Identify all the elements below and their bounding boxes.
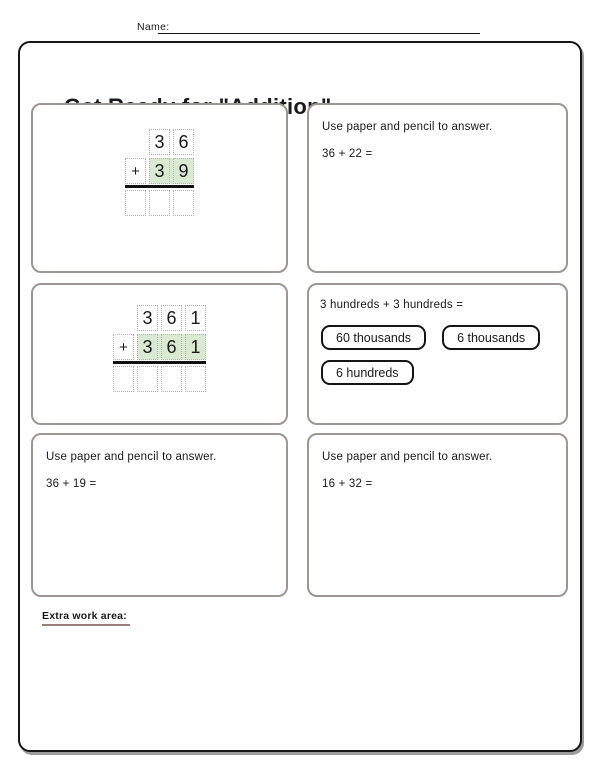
instruction-text: Use paper and pencil to answer.: [322, 451, 493, 463]
operator-cell: +: [125, 158, 146, 184]
empty-slot: [113, 305, 134, 331]
answer-cell[interactable]: [149, 190, 170, 216]
answer-cell[interactable]: [173, 190, 194, 216]
vertical-addition-wrap: [33, 285, 286, 392]
instruction-text: Use paper and pencil to answer.: [46, 451, 217, 463]
vertical-addition-wrap: [33, 105, 286, 216]
answer-row: [113, 366, 206, 392]
digit-cell: 6: [161, 334, 182, 360]
choice-button-6-hundreds[interactable]: 6 hundreds: [321, 360, 414, 385]
digit-cell: 9: [173, 158, 194, 184]
problem-panel-4: [307, 283, 568, 425]
top-addend-row: [125, 129, 194, 155]
question-text: 3 hundreds + 3 hundreds =: [320, 299, 464, 311]
answer-cell[interactable]: [113, 366, 134, 392]
digit-cell: 3: [137, 334, 158, 360]
problem-panel-3: [31, 283, 288, 425]
highlighted-digits: [137, 334, 206, 360]
problem-panel-6: [307, 433, 568, 597]
operator-cell: +: [113, 334, 134, 360]
digit-cell: 6: [173, 129, 194, 155]
choice-button-6-thousands[interactable]: 6 thousands: [442, 325, 540, 350]
highlighted-digits: [149, 158, 194, 184]
choice-rows: [309, 311, 566, 385]
addend-rows: [125, 129, 194, 188]
answer-cell[interactable]: [125, 190, 146, 216]
vertical-addition-grid: [113, 305, 206, 392]
digit-cell: 3: [137, 305, 158, 331]
name-label: Name:: [137, 21, 170, 33]
answer-cell[interactable]: [185, 366, 206, 392]
answer-row: [125, 190, 194, 216]
choice-row: [321, 325, 566, 350]
bottom-addend-row: [113, 334, 206, 360]
name-input-line[interactable]: [158, 19, 480, 34]
choice-row: [321, 360, 566, 385]
expression-text: 36 + 22 =: [322, 148, 373, 160]
digit-cell: 3: [149, 129, 170, 155]
digit-cell: 3: [149, 158, 170, 184]
answer-cell[interactable]: [137, 366, 158, 392]
addend-rows: [113, 305, 206, 364]
instruction-text: Use paper and pencil to answer.: [322, 121, 493, 133]
problem-panel-2: [307, 103, 568, 273]
digit-cell: 1: [185, 305, 206, 331]
extra-work-label: Extra work area:: [42, 610, 130, 626]
vertical-addition-grid: [125, 129, 194, 216]
problem-panel-5: [31, 433, 288, 597]
answer-cell[interactable]: [161, 366, 182, 392]
problem-panel-1: [31, 103, 288, 273]
digit-cell: 1: [185, 334, 206, 360]
empty-slot: [125, 129, 146, 155]
bottom-addend-row: [125, 158, 194, 184]
top-addend-row: [113, 305, 206, 331]
digit-cell: 6: [161, 305, 182, 331]
choice-button-60-thousands[interactable]: 60 thousands: [321, 325, 426, 350]
expression-text: 16 + 32 =: [322, 478, 373, 490]
expression-text: 36 + 19 =: [46, 478, 97, 490]
